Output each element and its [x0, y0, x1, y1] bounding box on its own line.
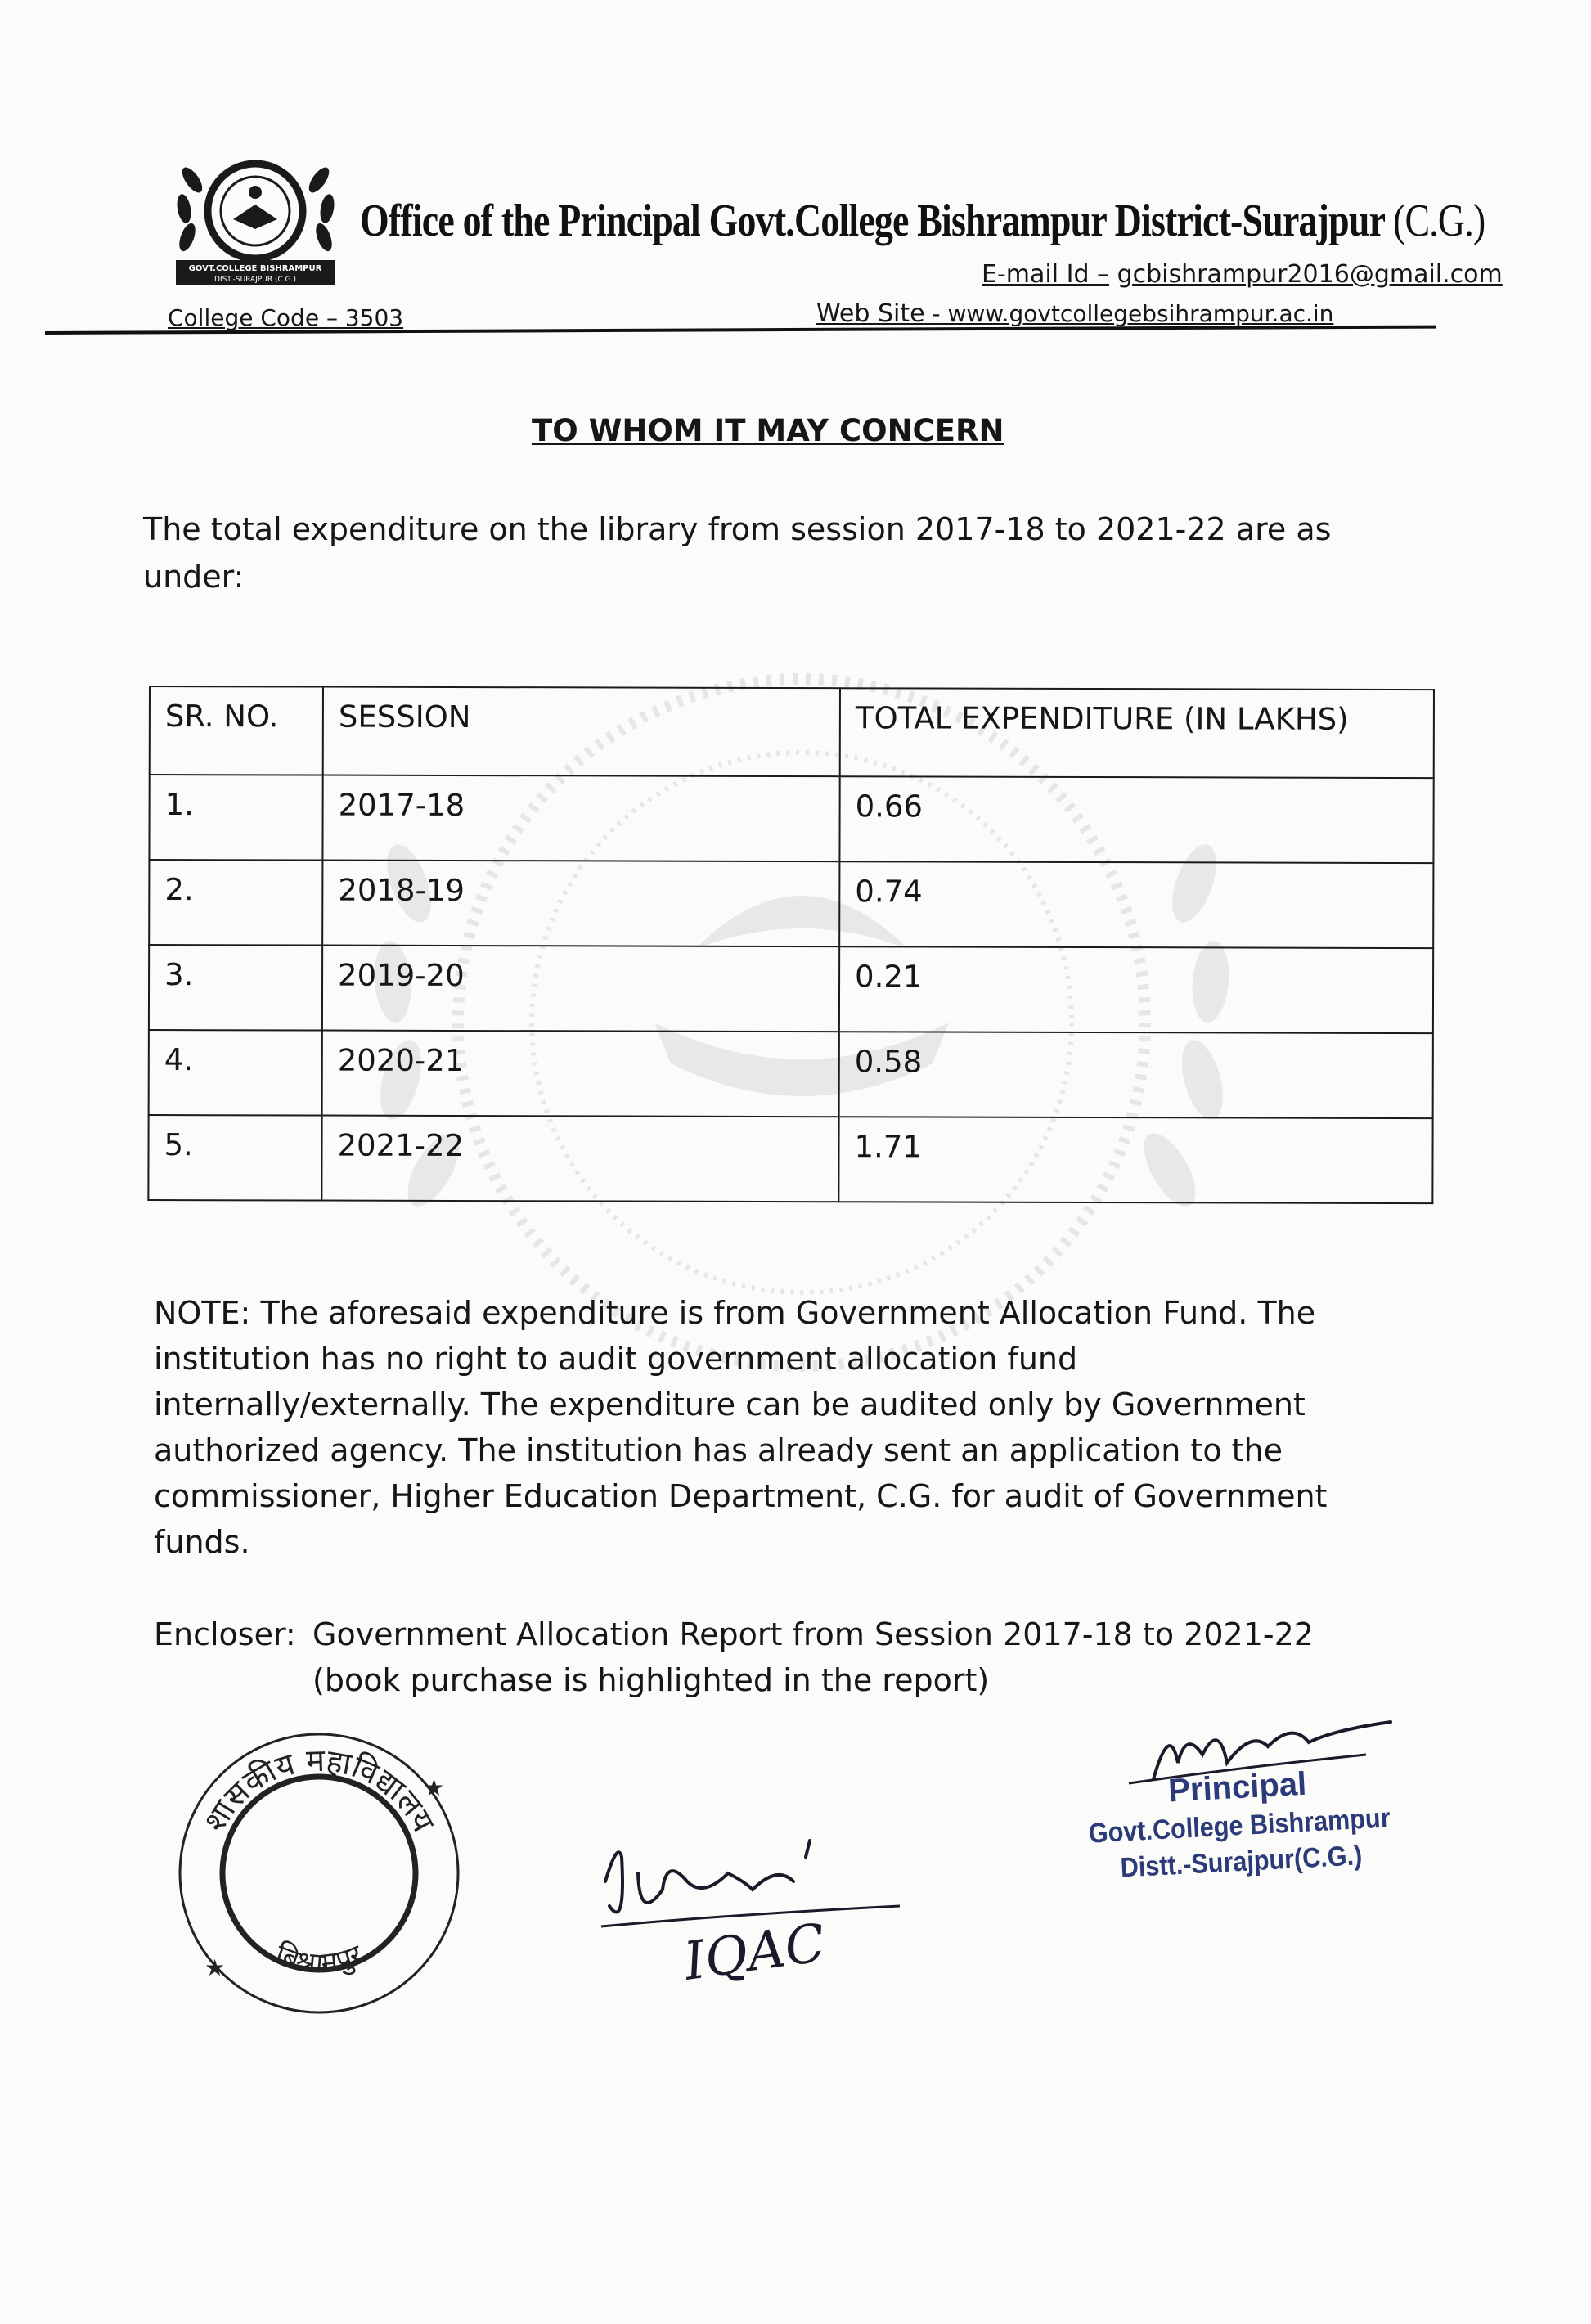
cell-session: 2020-21 — [322, 1031, 839, 1117]
principal-title: Principal — [1167, 1765, 1308, 1809]
expenditure-table — [147, 686, 1435, 1204]
seal-top-text: शासकीय महाविद्यालय — [196, 1742, 442, 1838]
cell-expenditure: 0.21 — [839, 946, 1433, 1033]
college-code: College Code – 3503 — [168, 304, 404, 331]
email-line — [982, 260, 1503, 289]
seal-bottom-text: बिश्रामपुर — [271, 1938, 367, 1980]
principal-college: Govt.College Bishrampur — [1087, 1802, 1391, 1850]
encloser-text-1: Government Allocation Report from Session 2017-18 to 2021-22 — [312, 1616, 1314, 1652]
iqac-signature — [589, 1808, 900, 1996]
intro-paragraph: The total expenditure on the library from session 2017-18 to 2021-22 are as under: — [143, 511, 1332, 595]
svg-text:★: ★ — [424, 1774, 445, 1801]
column-header-total-expenditure: TOTAL EXPENDITURE (IN LAKHS) — [840, 688, 1434, 778]
note-paragraph: NOTE: The aforesaid expenditure is from Government Allocation Fund. The institution has no right to audit government allocation fund internally/externally. The expenditure can be audited only by Government authorized agency. The institution has already sent an application to the commissioner, Higher Education Department, C.G. for audit of Government funds. — [154, 1295, 1328, 1560]
cell-sr-no: 5. — [148, 1115, 321, 1201]
table-row — [149, 945, 1433, 1033]
principal-stamp — [1045, 1757, 1435, 1890]
cell-expenditure: 0.74 — [839, 861, 1433, 948]
iqac-signature-text: IQAC — [680, 1913, 829, 1993]
encloser-line-1 — [154, 1612, 1314, 1657]
college-logo — [168, 147, 344, 290]
website-line — [816, 299, 1333, 328]
website-label: Web Site — [816, 299, 925, 328]
encloser-label: Encloser: — [154, 1616, 296, 1652]
cell-sr-no: 2. — [149, 860, 322, 946]
cell-expenditure: 0.66 — [839, 776, 1433, 863]
cell-sr-no: 4. — [149, 1030, 322, 1116]
cell-session: 2018-19 — [322, 861, 839, 947]
cell-expenditure: 0.58 — [839, 1032, 1433, 1118]
cell-expenditure: 1.71 — [838, 1117, 1432, 1203]
email-link[interactable]: gcbishrampur2016@gmail.com — [1117, 260, 1503, 289]
principal-district: Distt.-Surajpur(C.G.) — [1119, 1840, 1364, 1884]
svg-text:★: ★ — [204, 1954, 226, 1981]
svg-text:DIST.-SURAJPUR (C.G.): DIST.-SURAJPUR (C.G.) — [214, 276, 296, 284]
cell-sr-no: 1. — [149, 775, 322, 861]
svg-text:GOVT.COLLEGE BISHRAMPUR: GOVT.COLLEGE BISHRAMPUR — [188, 264, 322, 273]
cell-session: 2019-20 — [322, 946, 839, 1032]
table-row — [149, 775, 1433, 863]
office-title — [360, 195, 1485, 247]
table-row — [148, 1115, 1432, 1203]
email-label: E-mail Id – — [982, 260, 1110, 289]
column-header-session: SESSION — [323, 687, 840, 777]
encloser-text-2: (book purchase is highlighted in the report) — [312, 1662, 990, 1698]
website-link[interactable]: - www.govtcollegebsihrampur.ac.in — [924, 300, 1334, 327]
encloser-block — [154, 1612, 1314, 1703]
cell-session: 2017-18 — [322, 775, 839, 862]
cell-session: 2021-22 — [321, 1116, 838, 1202]
college-seal-stamp — [155, 1714, 483, 2025]
table-row — [149, 860, 1433, 948]
table-row — [149, 1030, 1433, 1118]
office-title-main: Office of the Principal Govt.College Bishrampur District-Surajpur — [360, 196, 1385, 246]
document-heading: TO WHOM IT MAY CONCERN — [532, 413, 1004, 448]
office-title-suffix: (C.G.) — [1392, 196, 1485, 246]
column-header-sr-no: SR. NO. — [150, 686, 323, 775]
table-header-row — [150, 686, 1434, 778]
cell-sr-no: 3. — [149, 945, 322, 1031]
